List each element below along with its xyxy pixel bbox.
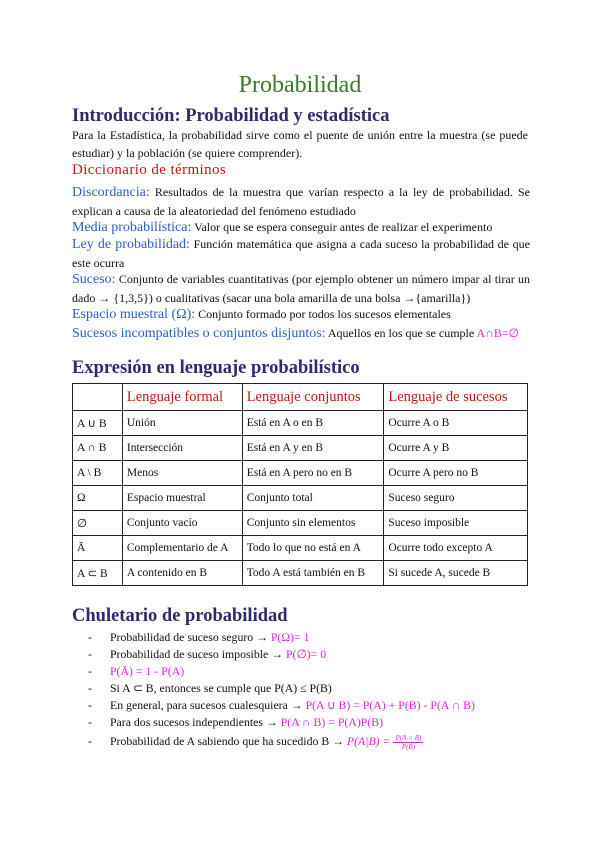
table-cell: A contenido en B	[122, 561, 242, 586]
table-row	[73, 461, 528, 486]
table-row	[73, 411, 528, 436]
language-table	[72, 383, 528, 586]
term-label: Espacio muestral (Ω):	[72, 307, 196, 322]
cheatsheet-heading: Chuletario de probabilidad	[72, 606, 288, 626]
table-cell: Ocurre todo excepto A	[384, 536, 528, 561]
fraction-denominator: P(B)	[401, 742, 416, 751]
table-cell: Suceso seguro	[384, 486, 528, 511]
table-header-row	[73, 384, 528, 411]
formula-highlight: A∩B=∅	[476, 326, 520, 340]
list-item: - Probabilidad de A sabiendo que ha sucedido B → P(A|B) = $\frac{P(A \cap B)}{P(B)}$	[88, 733, 422, 751]
definition-incompatibles	[72, 324, 530, 343]
table-cell: Conjunto vacío	[122, 511, 242, 536]
dictionary-heading: Diccionario de términos	[72, 162, 227, 178]
table-row	[73, 486, 528, 511]
term-definition: Función matemática que asigna a cada suceso la probabilidad de que este ocurra	[72, 237, 530, 270]
table-cell: Ω	[73, 486, 123, 511]
table-cell: Suceso imposible	[384, 511, 528, 536]
term-label: Ley de probabilidad:	[72, 237, 190, 252]
item-formula: P(A ∩ B) = P(A)P(B)	[280, 715, 384, 729]
table-cell: Ocurre A pero no B	[384, 461, 528, 486]
table-cell: A ∩ B	[73, 436, 123, 461]
item-text: Para dos sucesos independientes →	[110, 715, 281, 729]
term-label: Discordancia:	[72, 185, 150, 200]
table-cell: A ⊂ B	[73, 561, 123, 586]
table-cell: A ∪ B	[73, 411, 123, 436]
column-header: Lenguaje conjuntos	[242, 384, 384, 411]
definition-espacio-muestral	[72, 305, 530, 324]
table-cell: Espacio muestral	[122, 486, 242, 511]
definition-discordancia	[72, 183, 530, 220]
item-formula: P(Ā) = 1 - P(A)	[110, 664, 185, 678]
definition-ley	[72, 235, 530, 272]
cheatsheet-list	[72, 629, 542, 751]
list-item: - Probabilidad de suceso imposible → P(∅)= 0	[88, 647, 327, 661]
fraction-numerator: P(A ∩ B)	[395, 733, 422, 742]
term-label: Sucesos incompatibles o conjuntos disjuntos:	[72, 326, 326, 341]
table-cell: Ocurre A o B	[384, 411, 528, 436]
item-formula: P(Ω)= 1	[270, 630, 310, 644]
table-row	[73, 511, 528, 536]
table-cell: Complementario de A	[122, 536, 242, 561]
intro-paragraph: Para la Estadística, la probabilidad sirve como el puente de unión entre la muestra (se puede estudiar) y la población (se quiere comprender).	[72, 128, 528, 160]
table-row	[73, 536, 528, 561]
table-cell: Unión	[122, 411, 242, 436]
list-item: - P(Ā) = 1 - P(A)	[88, 664, 185, 678]
table-cell: A \ B	[73, 461, 123, 486]
item-text: Probabilidad de suceso seguro →	[110, 630, 271, 644]
item-text: Probabilidad de A sabiendo que ha sucedido B →	[110, 734, 347, 748]
term-definition: Conjunto formado por todos los sucesos elementales	[195, 307, 451, 321]
table-row	[73, 561, 528, 586]
item-formula: P(A ∪ B) = P(A) + P(B) - P(A ∩ B)	[305, 698, 475, 712]
intro-heading: Introducción: Probabilidad y estadística	[72, 106, 390, 126]
item-text: Si A ⊂ B, entonces se cumple que P(A) ≤ P(B)	[110, 681, 332, 695]
table-cell: Menos	[122, 461, 242, 486]
list-item: - Para dos sucesos independientes → P(A ∩ B) = P(A)P(B)	[88, 715, 384, 729]
list-item: - Si A ⊂ B, entonces se cumple que P(A) ≤ P(B)	[88, 681, 332, 695]
item-text: En general, para sucesos cualesquiera →	[110, 698, 306, 712]
table-cell: Todo A está también en B	[242, 561, 384, 586]
table-cell: Conjunto total	[242, 486, 384, 511]
term-definition: Conjunto de variables cuantitativas (por ejemplo obtener un número impar al tirar un dado → {1,3,5}) o cualitativas (sacar una bola amarilla de una bolsa →{amarilla})	[72, 272, 530, 305]
expression-heading: Expresión en lenguaje probabilístico	[72, 358, 360, 378]
term-definition: Aquellos en los que se cumple	[325, 326, 477, 340]
table-cell: Conjunto sin elementos	[242, 511, 384, 536]
table-cell: Todo lo que no está en A	[242, 536, 384, 561]
table-cell: Ocurre A y B	[384, 436, 528, 461]
column-header	[73, 384, 123, 411]
page-title: Probabilidad	[238, 72, 362, 98]
definition-suceso	[72, 270, 530, 307]
table-cell: Ā	[73, 536, 123, 561]
item-formula: P(A|B) =	[346, 734, 394, 748]
table-cell: ∅	[73, 511, 123, 536]
term-label: Suceso:	[72, 272, 116, 287]
list-item: - En general, para sucesos cualesquiera → P(A ∪ B) = P(A) + P(B) - P(A ∩ B)	[88, 698, 475, 712]
table-cell: Está en A o en B	[242, 411, 384, 436]
list-item: - Probabilidad de suceso seguro → P(Ω)= 1	[88, 630, 310, 644]
item-text: Probabilidad de suceso imposible →	[110, 647, 286, 661]
column-header: Lenguaje de sucesos	[384, 384, 528, 411]
table-cell: Si sucede A, sucede B	[384, 561, 528, 586]
table-cell: Está en A y en B	[242, 436, 384, 461]
term-definition: Resultados de la muestra que varían respecto a la ley de probabilidad. Se explican a causa de la aleatoriedad del fenómeno estudiado	[72, 185, 530, 218]
conditional-fraction	[393, 734, 423, 751]
table-row	[73, 436, 528, 461]
table-cell: Intersección	[122, 436, 242, 461]
term-label: Media probabilística:	[72, 220, 192, 235]
item-formula: P(∅)= 0	[285, 647, 327, 661]
column-header: Lenguaje formal	[122, 384, 242, 411]
term-definition: Valor que se espera conseguir antes de realizar el experimento	[191, 220, 493, 234]
table-cell: Está en A pero no en B	[242, 461, 384, 486]
